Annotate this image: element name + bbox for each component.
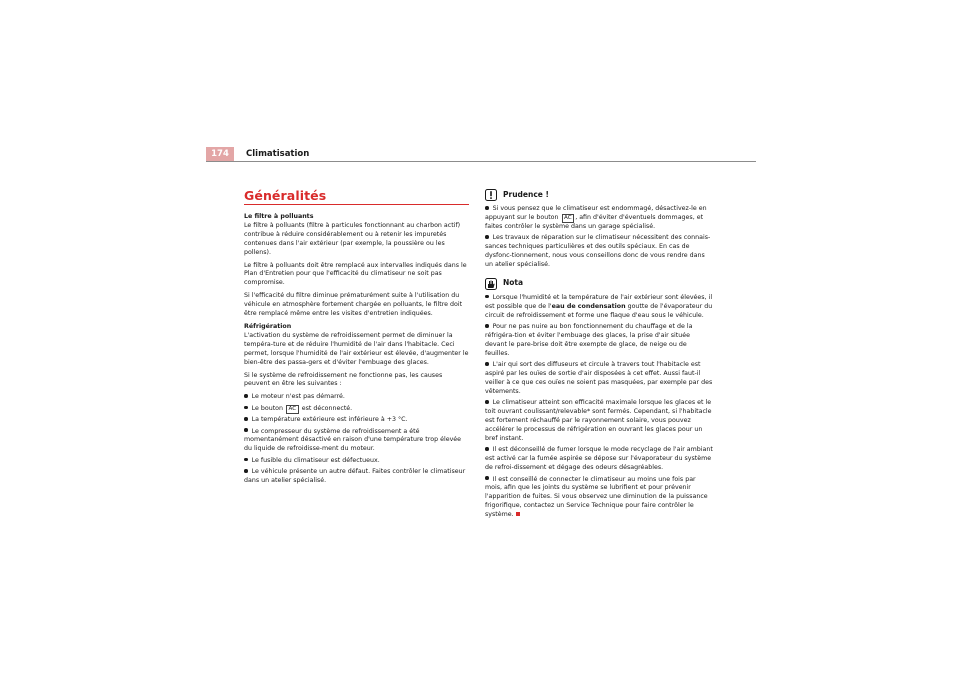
- cause-text: Le compresseur du système de refroidissement a été momentanément désactivé en raison d'une température trop élevée du liquide de refroidisse-ment du moteur.: [244, 427, 462, 453]
- cause-list-item: [244, 416, 470, 425]
- note-list-item: [485, 294, 713, 321]
- bullet-icon: [485, 235, 489, 239]
- note-label: Nota: [503, 278, 524, 288]
- filter-paragraph-3: Si l'efficacité du filtre diminue prématurément suite à l'utilisation du véhicule en atmosphère fortement chargée en polluants, le filtre doit être remplacé même entre les visites d'entretien indiquées.: [244, 292, 463, 318]
- note-text: Le climatiseur atteint son efficacité maximale lorsque les glaces et le toit ouvrant coulissant/relevable* sont fermés. Cependant, si l'habitacle est fortement réchauffé par le rayonnement solaire, vous pouvez accélérer le processus de réfrigération en ouvrant les glaces pour un bref instant.: [485, 399, 712, 442]
- bullet-icon: [485, 206, 489, 210]
- note-list-item: [485, 399, 713, 444]
- left-column: [244, 213, 470, 488]
- note-hand-icon: [485, 278, 497, 290]
- cause-list-item: [244, 405, 470, 414]
- filter-heading: Le filtre à polluants: [244, 213, 314, 220]
- refrigeration-paragraph-2: Si le système de refroidissement ne fonctionne pas, les causes peuvent en être les suivantes :: [244, 371, 443, 388]
- cause-list-item: [244, 468, 470, 486]
- filter-paragraph-1: Le filtre à polluants (filtre à particules fonctionnant au charbon actif) contribue à réduire considérablement ou à retenir les impuretés contenues dans l'air extérieur (par exemple, la poussière ou les pollens).: [244, 221, 461, 256]
- note-header: [485, 278, 713, 290]
- bullet-icon: [485, 447, 489, 451]
- note-text: Il est déconseillé de fumer lorsque le mode recyclage de l'air ambiant est activé car la fumée aspirée se dépose sur l'évaporateur du système de refroi-dissement et dégage des odeurs désagréables.: [485, 446, 713, 472]
- caution-list-item: [485, 205, 713, 232]
- bullet-icon: [244, 428, 248, 432]
- cause-list-item: [244, 393, 470, 402]
- note-text: L'air qui sort des diffuseurs et circule à travers tout l'habitacle est aspiré par les ouïes de sortie d'air disposées à cet effet. Aussi faut-il veiller à ce que ces ouïes ne soient pas masquées, par exemple par des vêtements.: [485, 361, 713, 395]
- caution-text: Les travaux de réparation sur le climatiseur nécessitent des connais-sances techniques particulières et des outils spéciaux. En cas de dysfonc-tionnement, nous vous conseillons donc de vous rendre dans un atelier spécialisé.: [485, 234, 711, 268]
- note-list-item: [485, 446, 713, 473]
- page-number: 174: [206, 147, 234, 161]
- note-list-item: [485, 323, 713, 359]
- bullet-icon: [244, 458, 248, 462]
- bullet-icon: [244, 469, 248, 473]
- ac-key-icon: AC: [562, 214, 575, 223]
- refrigeration-paragraph-1: L'activation du système de refroidissement permet de diminuer la tempéra-ture et de réduire l'humidité de l'air dans l'habitacle. Ceci permet, lorsque l'humidité de l'air extérieur est élevée, d'augmenter le bien-être des passa-gers et d'éviter l'embuage des glaces.: [244, 331, 469, 366]
- end-of-section-icon: [516, 512, 520, 516]
- note-text: Lorsque l'humidité et la température de l'air extérieur sont élevées, il est possible que de l': [485, 293, 713, 310]
- bullet-icon: [244, 406, 248, 410]
- ac-key-icon: AC: [286, 405, 299, 414]
- note-text: Pour ne pas nuire au bon fonctionnement du chauffage et de la réfrigéra-tion et éviter l'embuage des glaces, la prise d'air située devant le pare-brise doit être exempte de glace, de neige ou de feuilles.: [485, 323, 693, 357]
- bullet-icon: [485, 295, 489, 299]
- bullet-icon: [485, 362, 489, 366]
- bullet-icon: [244, 417, 248, 421]
- filter-paragraph-2: Le filtre à polluants doit être remplacé aux intervalles indiqués dans le Plan d'Entretien pour que l'efficacité du climatiseur ne soit pas compromise.: [244, 261, 467, 287]
- note-text: Il est conseillé de connecter le climatiseur au moins une fois par mois, afin que les joints du système se lubrifient et pour prévenir l'apparition de fuites. Si vous observez une diminution de la puissance frigorifique, contactez un Service Technique pour faire contrôler le système.: [485, 475, 708, 519]
- cause-text: est déconnecté.: [301, 404, 353, 412]
- note-emphasis: eau de condensation: [551, 302, 626, 310]
- cause-text: Le bouton: [251, 404, 284, 412]
- caution-header: [485, 189, 713, 201]
- refrigeration-heading: Réfrigération: [244, 322, 292, 330]
- cause-text: Le véhicule présente un autre défaut. Faites contrôler le climatiseur dans un atelier spécialisé.: [244, 468, 466, 485]
- cause-text: Le fusible du climatiseur est défectueux.: [251, 456, 380, 464]
- caution-text: , afin d'éviter d'éventuels dommages, et faites contrôler le système dans un garage spécialisé.: [485, 213, 704, 230]
- cause-list-item: [244, 428, 470, 455]
- caution-label: Prudence !: [503, 189, 549, 199]
- header-divider: [206, 161, 756, 162]
- note-text: goutte de l'évaporateur du circuit de refroidissement et forme une flaque d'eau sous le véhicule.: [485, 302, 713, 319]
- cause-text: Le moteur n'est pas démarré.: [251, 393, 345, 401]
- section-title-underline: [244, 204, 469, 205]
- bullet-icon: [244, 394, 248, 398]
- warning-exclamation-icon: [485, 189, 497, 201]
- caution-text: Si vous pensez que le climatiseur est endommagé, désactivez-le en appuyant sur le bouton: [485, 205, 707, 221]
- cause-list-item: [244, 457, 470, 466]
- caution-list-item: [485, 234, 713, 270]
- note-list-item: [485, 476, 713, 521]
- right-column: [485, 189, 713, 523]
- cause-text: La température extérieure est inférieure à +3 °C.: [251, 416, 408, 424]
- bullet-icon: [485, 324, 489, 328]
- bullet-icon: [485, 400, 489, 404]
- chapter-title: Climatisation: [246, 149, 310, 159]
- note-list-item: [485, 361, 713, 397]
- section-title: Généralités: [244, 188, 327, 203]
- bullet-icon: [485, 476, 489, 480]
